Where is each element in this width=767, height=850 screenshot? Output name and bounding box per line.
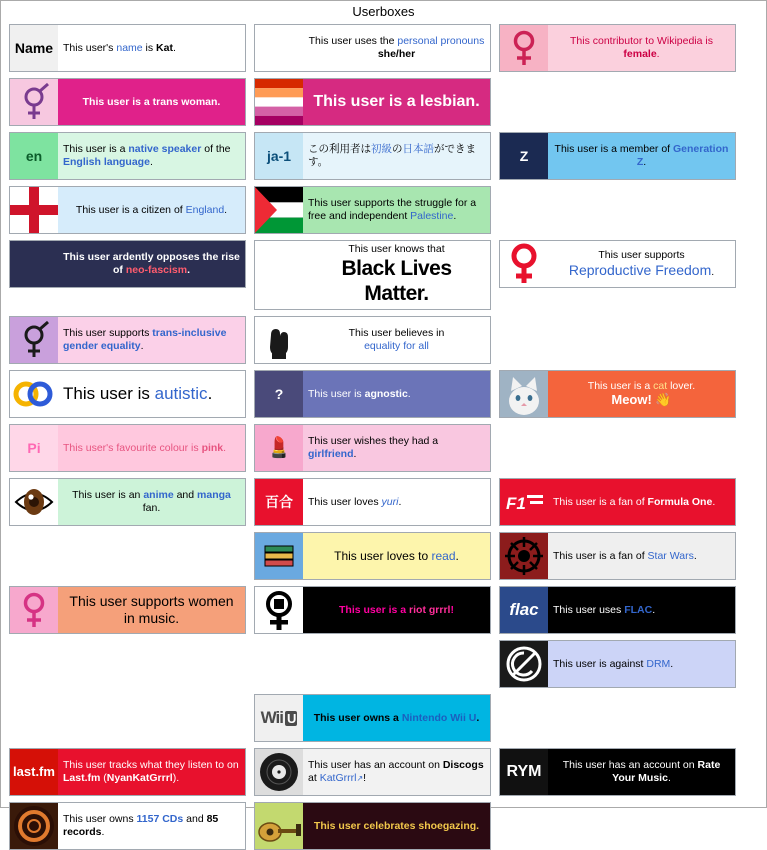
userbox-row — [9, 424, 758, 472]
userbox-cell — [254, 478, 491, 526]
page-title: Userboxes — [352, 4, 415, 19]
shoegazing-box-text: This user celebrates shoegazing. — [303, 803, 490, 849]
reproductive-freedom-box[interactable] — [499, 240, 736, 288]
female-box-text: This contributor to Wikipedia is female. — [548, 25, 735, 71]
english-native-box-icon: en — [10, 133, 58, 179]
gen-z-box-icon: Z — [500, 133, 548, 179]
riot-grrrl-box-text: This user is a riot grrrl! — [303, 587, 490, 633]
cat-lover-box-icon — [500, 371, 548, 417]
wishes-girlfriend-box[interactable] — [254, 424, 491, 472]
cat-lover-box-text: This user is a cat lover. Meow! 👋 — [548, 371, 735, 417]
lastfm-box-text: This user tracks what they listen to on Last.fm (NyanKatGrrrl). — [58, 749, 245, 795]
riot-grrrl-box[interactable] — [254, 586, 491, 634]
userbox-cell — [254, 24, 491, 72]
cd-collection-box-text: This user owns 1157 CDs and 85 records. — [58, 803, 245, 849]
shoegazing-box[interactable] — [254, 802, 491, 850]
favourite-colour-pink-box-text: This user's favourite colour is pink. — [58, 425, 245, 471]
userbox-cell — [9, 132, 246, 180]
equality-for-all-box-icon — [255, 317, 303, 363]
userbox-cell — [254, 694, 491, 742]
favourite-colour-pink-box[interactable] — [9, 424, 246, 472]
anti-drm-box-text: This user is against DRM. — [548, 641, 735, 687]
formula-one-box-icon — [500, 479, 548, 525]
userbox-cell — [254, 748, 491, 796]
wishes-girlfriend-box-icon: 💄 — [255, 425, 303, 471]
flac-box-icon: flac — [500, 587, 548, 633]
reproductive-freedom-box-icon — [500, 241, 548, 287]
equality-for-all-box-text: This user believes in equality for all — [303, 317, 490, 363]
userbox-row — [9, 186, 758, 234]
userbox-row — [9, 586, 758, 634]
userbox-row — [9, 532, 758, 580]
userbox-row — [9, 802, 758, 850]
pronouns-box-text: This user uses the personal pronouns she/her — [303, 25, 490, 71]
userbox-row — [9, 694, 758, 742]
wii-u-box-text: This user owns a Nintendo Wii U. — [303, 695, 490, 741]
userbox-cell — [254, 240, 491, 310]
anime-manga-box-text: This user is an anime and manga fan. — [58, 479, 245, 525]
userbox-cell — [499, 240, 736, 288]
userbox-cell — [9, 586, 246, 634]
discogs-box-text: This user has an account on Discogs at KatGrrrl↗! — [303, 749, 490, 795]
trans-woman-box-icon — [10, 79, 58, 125]
rym-box[interactable] — [499, 748, 736, 796]
blm-box-text: This user knows that Black Lives Matter. — [303, 241, 490, 309]
yuri-box-text: This user loves yuri. — [303, 479, 490, 525]
england-box-icon — [10, 187, 58, 233]
cd-collection-box-icon — [10, 803, 58, 849]
userbox-cell — [9, 424, 246, 472]
userbox-row — [9, 78, 758, 126]
lastfm-box[interactable] — [9, 748, 246, 796]
userbox-row — [9, 132, 758, 180]
autistic-box-text: This user is autistic. — [58, 371, 245, 417]
riot-grrrl-box-icon — [255, 587, 303, 633]
yuri-box[interactable] — [254, 478, 491, 526]
japanese-box-text: この利用者は初級の日本語ができます。 — [303, 133, 490, 179]
userbox-cell — [9, 186, 246, 234]
userbox-cell — [499, 532, 736, 580]
userbox-cell — [499, 586, 736, 634]
userbox-cell — [499, 640, 736, 688]
england-box[interactable] — [9, 186, 246, 234]
women-in-music-box[interactable] — [9, 586, 246, 634]
userbox-cell — [9, 370, 246, 418]
lesbian-box-icon — [255, 79, 303, 125]
female-box-icon — [500, 25, 548, 71]
cd-collection-box[interactable] — [9, 802, 246, 850]
userbox-cell — [254, 370, 491, 418]
discogs-box-icon — [255, 749, 303, 795]
userbox-cell — [254, 186, 491, 234]
lastfm-box-icon: last.fm — [10, 749, 58, 795]
palestine-box-icon — [255, 187, 303, 233]
svg-text:F1: F1 — [506, 494, 526, 514]
trans-woman-box-text: This user is a trans woman. — [58, 79, 245, 125]
userbox-cell — [9, 802, 246, 850]
userbox-row — [9, 478, 758, 526]
trans-woman-box[interactable] — [9, 78, 246, 126]
english-native-box[interactable] — [9, 132, 246, 180]
shoegazing-box-icon — [255, 803, 303, 849]
favourite-colour-pink-box-icon: Pi — [10, 425, 58, 471]
trans-inclusive-equality-box-text: This user supports trans-inclusive gender equality. — [58, 317, 245, 363]
flac-box[interactable] — [499, 586, 736, 634]
formula-one-box-text: This user is a fan of Formula One. — [548, 479, 735, 525]
name-box-text: This user's name is Kat. — [58, 25, 245, 71]
userbox-cell — [254, 802, 491, 850]
userbox-cell — [9, 240, 246, 288]
userbox-cell — [9, 748, 246, 796]
rym-box-text: This user has an account on Rate Your Music. — [548, 749, 735, 795]
women-in-music-box-text: This user supports women in music. — [58, 587, 245, 633]
userbox-row — [9, 316, 758, 364]
rym-box-icon: RYM — [500, 749, 548, 795]
userbox-cell — [499, 370, 736, 418]
reading-box-text: This user loves to read. — [303, 533, 490, 579]
star-wars-box[interactable] — [499, 532, 736, 580]
userbox-cell — [254, 132, 491, 180]
reading-box[interactable] — [254, 532, 491, 580]
userbox-cell — [254, 532, 491, 580]
userbox-row — [9, 748, 758, 796]
userbox-cell — [499, 24, 736, 72]
pronouns-box-icon — [255, 25, 303, 71]
userbox-cell — [254, 586, 491, 634]
anti-drm-box[interactable] — [499, 640, 736, 688]
agnostic-box-icon: ? — [255, 371, 303, 417]
anime-manga-box-icon — [10, 479, 58, 525]
userbox-cell — [499, 132, 736, 180]
userbox-cell — [254, 78, 491, 126]
anti-fascism-box[interactable] — [9, 240, 246, 288]
userbox-cell — [254, 424, 491, 472]
star-wars-box-text: This user is a fan of Star Wars. — [548, 533, 735, 579]
palestine-box[interactable] — [254, 186, 491, 234]
discogs-box[interactable] — [254, 748, 491, 796]
userbox-cell — [9, 316, 246, 364]
cat-lover-box[interactable] — [499, 370, 736, 418]
wishes-girlfriend-box-text: This user wishes they had a girlfriend. — [303, 425, 490, 471]
anti-fascism-box-icon — [10, 241, 58, 287]
equality-for-all-box[interactable] — [254, 316, 491, 364]
trans-inclusive-equality-box-icon — [10, 317, 58, 363]
star-wars-box-icon — [500, 533, 548, 579]
japanese-box-icon: ja-1 — [255, 133, 303, 179]
userbox-row — [9, 370, 758, 418]
wii-u-box[interactable] — [254, 694, 491, 742]
userbox-row — [9, 240, 758, 310]
userbox-cell — [499, 748, 736, 796]
anime-manga-box[interactable] — [9, 478, 246, 526]
england-box-text: This user is a citizen of England. — [58, 187, 245, 233]
userbox-cell — [9, 78, 246, 126]
anti-fascism-box-text: This user ardently opposes the rise of neo-fascism. — [58, 241, 245, 287]
userbox-grid — [1, 24, 766, 850]
blm-box[interactable] — [254, 240, 491, 310]
trans-inclusive-equality-box[interactable] — [9, 316, 246, 364]
gen-z-box-text: This user is a member of Generation Z. — [548, 133, 735, 179]
formula-one-box[interactable] — [499, 478, 736, 526]
autistic-box[interactable] — [9, 370, 246, 418]
wii-u-box-icon: Wii U — [255, 695, 303, 741]
japanese-box[interactable] — [254, 132, 491, 180]
women-in-music-box-icon — [10, 587, 58, 633]
name-box-icon: Name — [10, 25, 58, 71]
reproductive-freedom-box-text: This user supports Reproductive Freedom. — [548, 241, 735, 287]
gen-z-box[interactable] — [499, 132, 736, 180]
lesbian-box[interactable] — [254, 78, 491, 126]
autistic-box-icon — [10, 371, 58, 417]
palestine-box-text: This user supports the struggle for a free and independent Palestine. — [303, 187, 490, 233]
blm-box-icon — [255, 241, 303, 309]
userbox-row — [9, 24, 758, 72]
lesbian-box-text: This user is a lesbian. — [303, 79, 490, 125]
userbox-cell — [9, 478, 246, 526]
pronouns-box[interactable] — [254, 24, 491, 72]
anti-drm-box-icon — [500, 641, 548, 687]
name-box[interactable] — [9, 24, 246, 72]
userbox-cell — [499, 478, 736, 526]
flac-box-text: This user uses FLAC. — [548, 587, 735, 633]
userbox-row — [9, 640, 758, 688]
userbox-cell — [9, 24, 246, 72]
userbox-cell — [254, 316, 491, 364]
female-box[interactable] — [499, 24, 736, 72]
reading-box-icon — [255, 533, 303, 579]
yuri-box-icon: 百合 — [255, 479, 303, 525]
english-native-box-text: This user is a native speaker of the English language. — [58, 133, 245, 179]
agnostic-box[interactable] — [254, 370, 491, 418]
agnostic-box-text: This user is agnostic. — [303, 371, 490, 417]
